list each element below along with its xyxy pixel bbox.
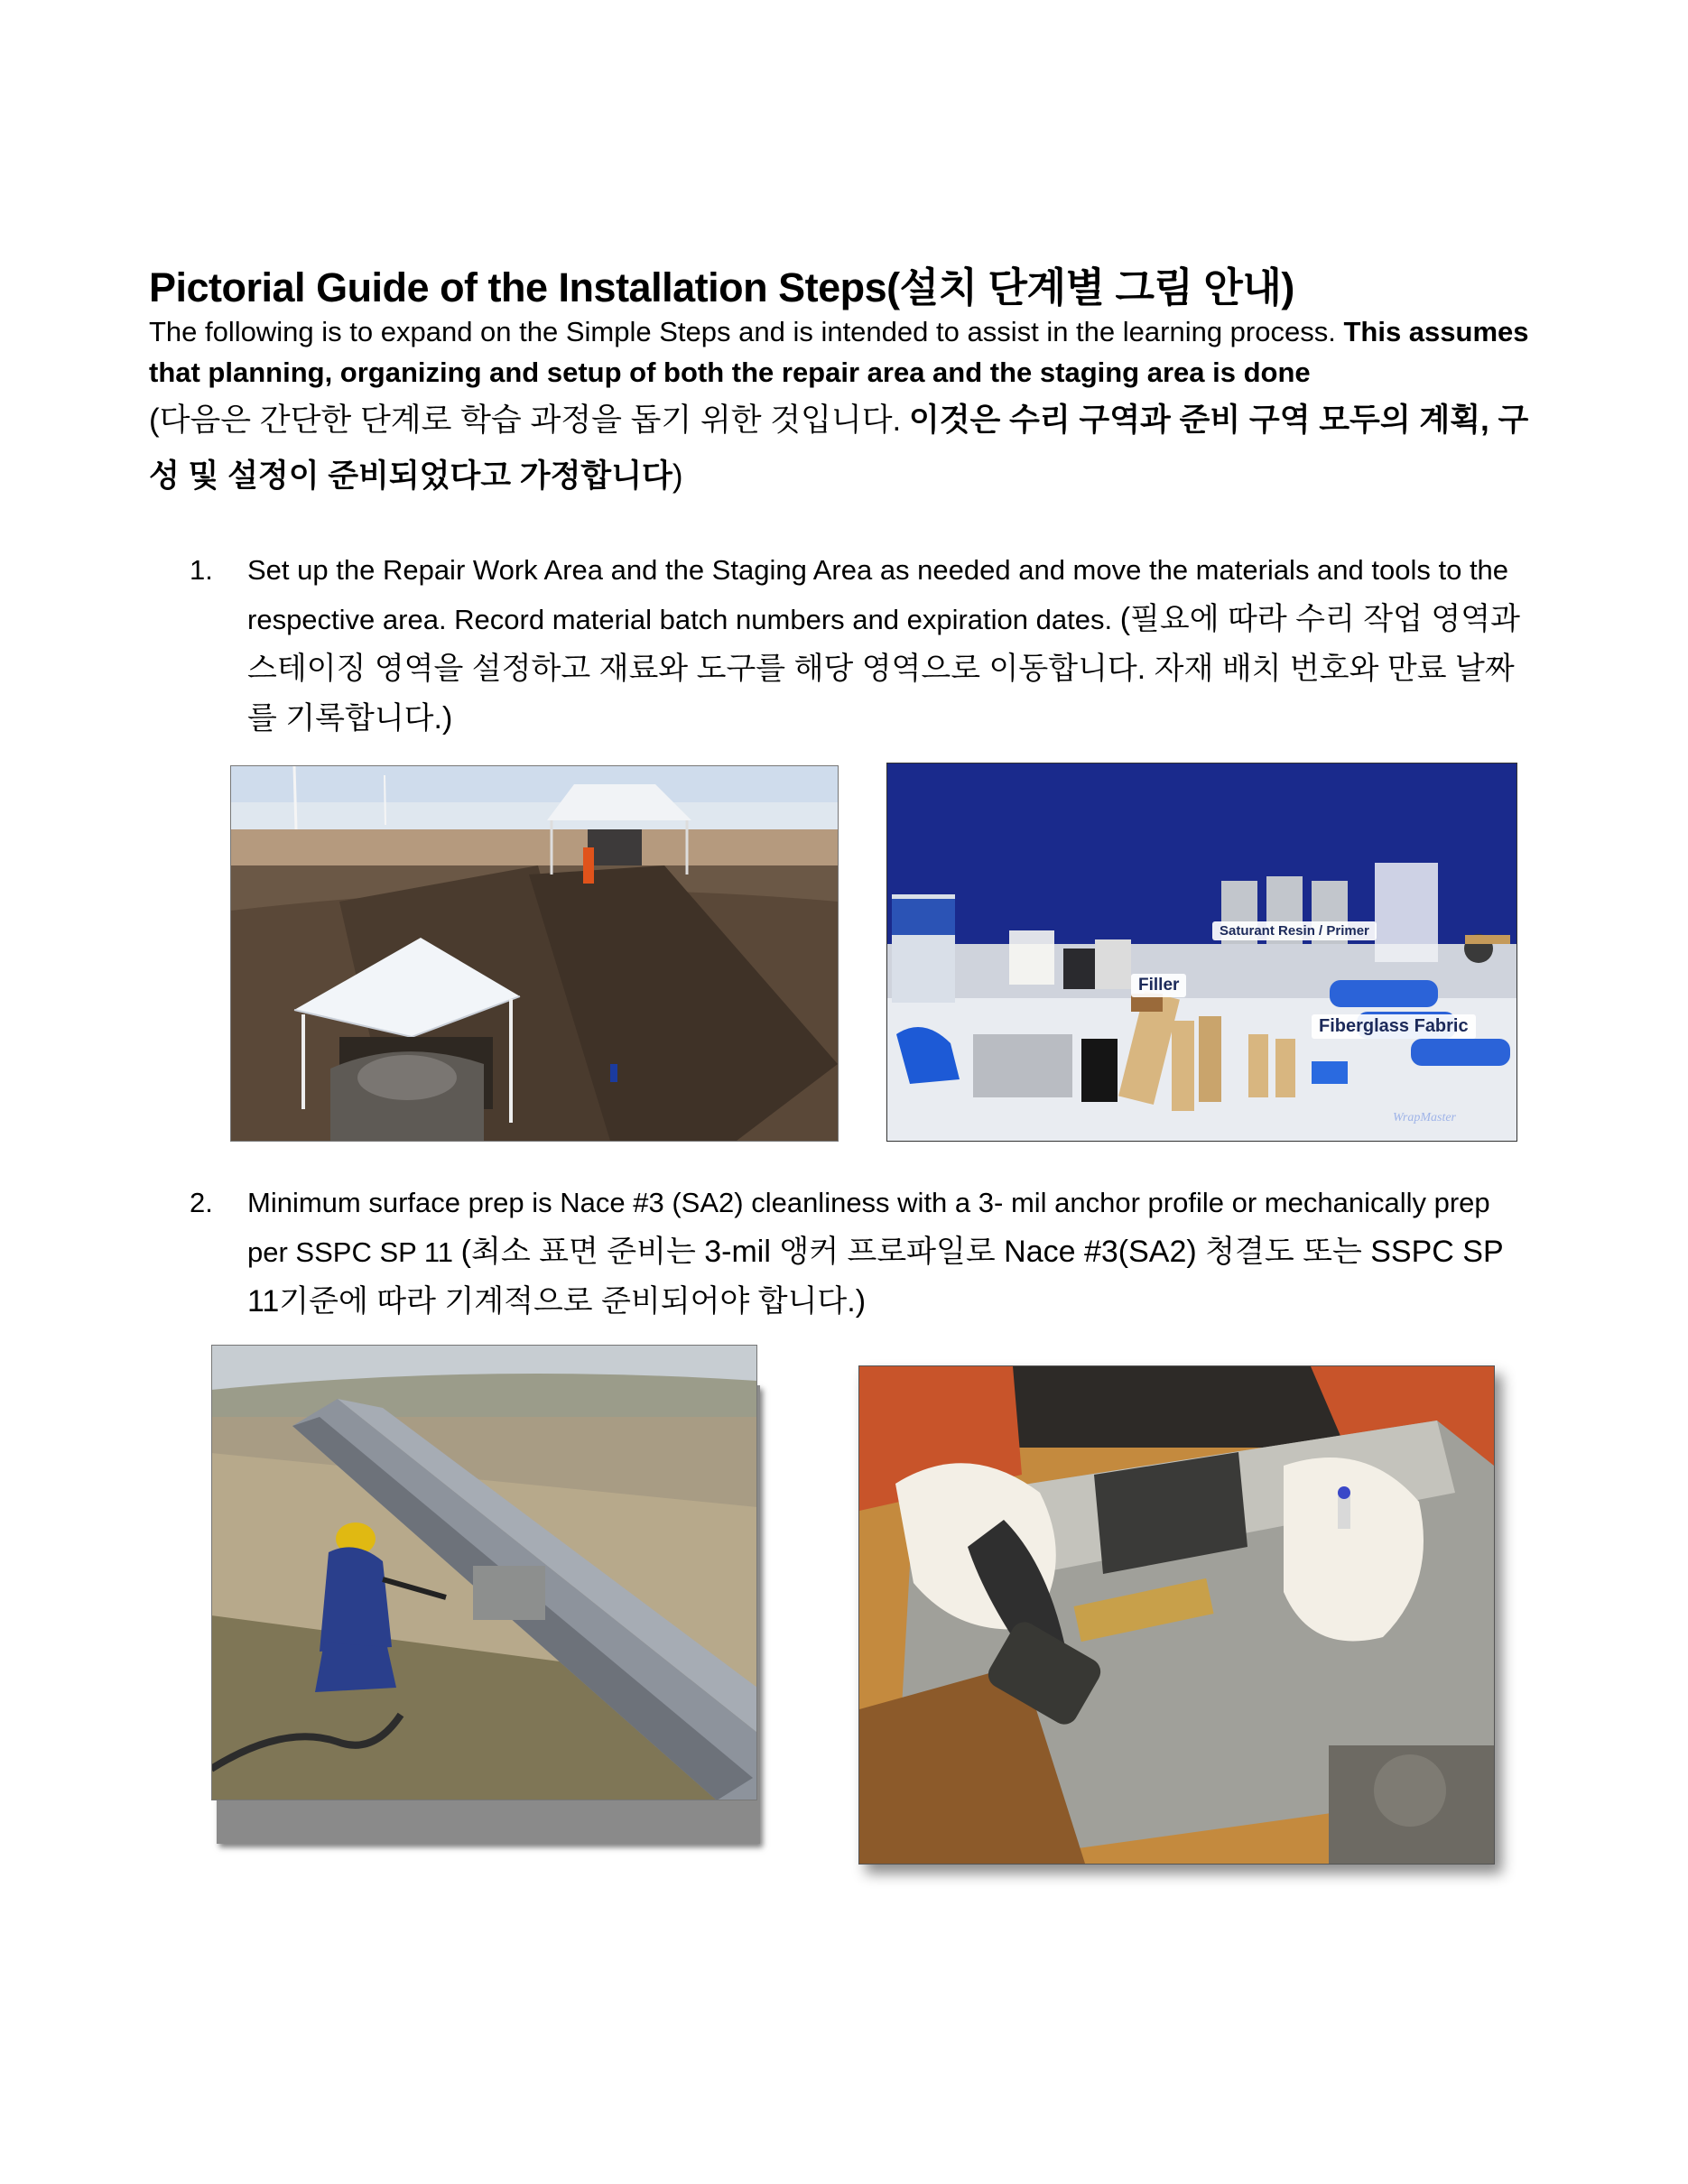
- step-number: 2.: [190, 1187, 213, 1218]
- intro-text-en: The following is to expand on the Simple Steps and is intended to assist in the learning process.: [149, 316, 1336, 347]
- step-number: 1.: [190, 554, 213, 586]
- photo-mechanical-prep: [858, 1365, 1495, 1865]
- step-text: [247, 1178, 1526, 1327]
- intro-text-en-bold: This assumes that planning, organizing and setup of both the repair area and the staging area is done: [149, 316, 1529, 388]
- step-text-ko: (최소 표면 준비는 3-mil 앵커 프로파일로 Nace #3(SA2) 청결도 또는 SSPC SP 11기준에 따라 기계적으로 준비되어야 합니다.): [247, 1235, 1504, 1319]
- label-saturant-resin: Saturant Resin / Primer: [1212, 921, 1377, 940]
- intro-paragraph: [149, 311, 1557, 504]
- step-text-ko: (필요에 따라 수리 작업 영역과 스테이징 영역을 설정하고 재료와 도구를 해당 영역으로 이동합니다. 자재 배치 번호와 만료 날짜를 기록합니다.): [247, 602, 1520, 736]
- page-title: Pictorial Guide of the Installation Steps(설치 단계별 그림 안내): [149, 264, 1294, 310]
- step-2: [190, 1178, 1526, 1327]
- photo-repair-materials: [886, 763, 1517, 1142]
- step-1: [190, 545, 1526, 744]
- watermark-logo: WrapMaster: [1393, 1111, 1456, 1124]
- intro-text-ko-close: ): [672, 458, 683, 494]
- intro-text-ko-bold: 이것은 수리 구역과 준비 구역 모두의 계획, 구성 및 설정이 준비되었다고 가정합니다: [149, 403, 1529, 494]
- photo-excavation-site: [230, 765, 839, 1142]
- step-text-en: Minimum surface prep is Nace #3 (SA2) cleanliness with a 3- mil anchor profile or mechanically prep per SSPC SP 11: [247, 1187, 1490, 1268]
- photo-pipeline-blasting: [211, 1345, 757, 1800]
- label-fiberglass-fabric: Fiberglass Fabric: [1312, 1014, 1476, 1039]
- intro-text-ko: (다음은 간단한 단계로 학습 과정을 돕기 위한 것입니다.: [149, 403, 902, 438]
- label-filler: Filler: [1131, 974, 1186, 997]
- step-text: [247, 545, 1526, 744]
- step-text-en: Set up the Repair Work Area and the Staging Area as needed and move the materials and tools to the respective area. Record material batch numbers and expiration dates.: [247, 554, 1509, 635]
